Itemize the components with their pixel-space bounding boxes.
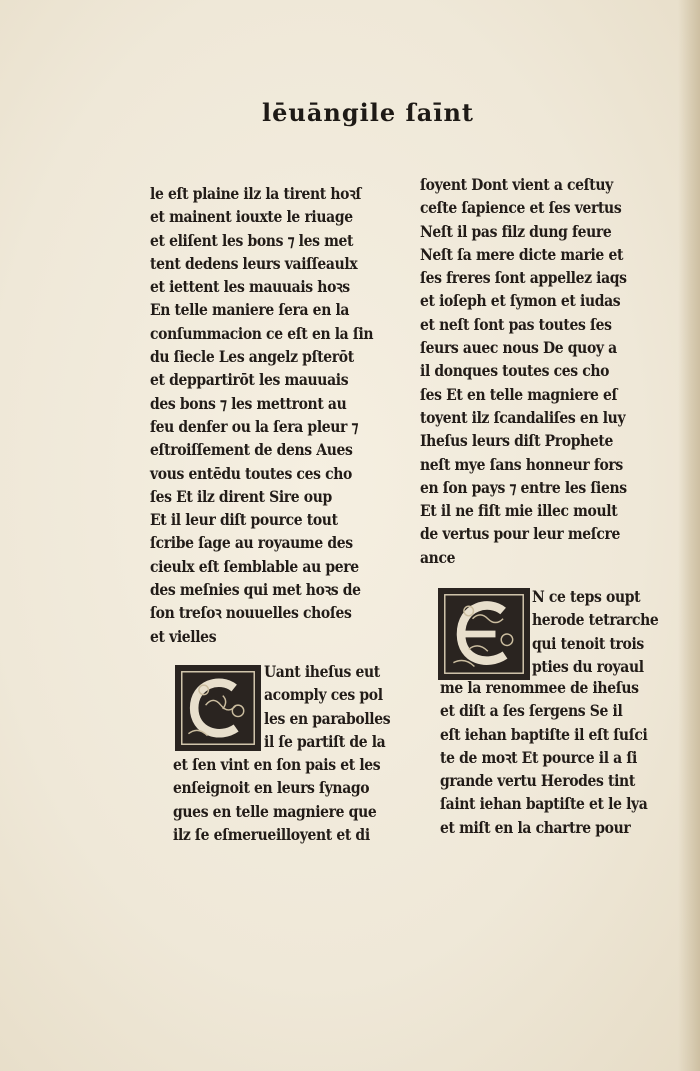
decorated-initial-icon (438, 588, 530, 680)
right-column-text-continued (440, 676, 665, 839)
text-line: des bons ⁊ les mettront au (150, 393, 347, 413)
text-line: et mainent iouxte le riuage (150, 207, 353, 227)
text-line: et eliſent les bons ⁊ les met (150, 230, 354, 250)
text-line: ſaint iehan baptiſte et le lya (440, 794, 648, 814)
text-line: ſoyent Dont vient a ceſtuy (420, 175, 613, 194)
text-line: et deppartirōt les mauuais (150, 370, 349, 390)
text-line: le eſt plaine ilz la tirent hoꝛſ (150, 184, 362, 203)
text-line: de vertus pour leur meſcre (420, 524, 621, 544)
running-head: lēuāngile ſaīnt (262, 98, 475, 127)
text-line: et ſen vint en ſon pais et les (173, 755, 381, 774)
text-line: me la renommee de iheſus (440, 678, 639, 697)
text-line: gues en telle magniere que (173, 801, 377, 821)
text-line: Uant iheſus eut (264, 662, 380, 681)
text-line: et iettent les mauuais hoꝛs (150, 277, 350, 297)
text-line: Neſt il pas filz dung feure (420, 221, 612, 241)
text-line: toyent ilz ſcandaliſes en luy (420, 407, 626, 427)
text-line: vous entēdu toutes ces cho (150, 463, 352, 483)
text-line: ſes Et en telle magniere eſ (420, 384, 618, 404)
right-column-text (420, 173, 660, 569)
right-column-initial-lines (532, 585, 662, 678)
text-line: ſcribe ſage au royaume des (150, 533, 353, 553)
text-line: acomply ces pol (264, 685, 383, 705)
text-line: eſtroiſſement de dens Aues (150, 440, 353, 460)
text-line: il ſe partiſt de la (264, 731, 386, 751)
text-line: ſeurs auec nous De quoy a (420, 338, 617, 358)
text-line: ſes Et ilz dirent Sire oup (150, 486, 332, 506)
text-line: et neſt ſont pas toutes ſes (420, 314, 612, 334)
text-line: des meſnies qui met hoꝛs de (150, 580, 361, 600)
text-line: pties du royaul (532, 656, 644, 676)
text-line: ance (420, 547, 456, 567)
text-line: herode tetrarche (532, 610, 659, 630)
text-line: et vielles (150, 626, 217, 646)
text-line: En telle maniere ſera en la (150, 300, 350, 320)
text-line: ilz ſe eſmerueilloyent et di (173, 824, 370, 844)
text-line: et diſt a ſes ſergens Se il (440, 701, 623, 721)
text-line: N ce teps oupt (532, 587, 641, 606)
text-line: qui tenoit trois (532, 633, 644, 653)
text-line: et ioſeph et ſymon et iudas (420, 291, 621, 311)
text-line: ceſte ſapience et ſes vertus (420, 198, 622, 218)
text-line: te de moꝛt Et pource il a ſi (440, 747, 637, 767)
page-edge-shadow (678, 0, 700, 1071)
text-line: tent dedens leurs vaiſſeaulx (150, 253, 358, 273)
text-line: Et il leur diſt pource tout (150, 510, 338, 530)
left-column-initial-lines (264, 660, 399, 753)
text-line: neſt mye ſans honneur fors (420, 454, 623, 474)
left-column-text (150, 182, 390, 648)
text-line: grande vertu Herodes tint (440, 771, 635, 791)
text-line: les en parabolles (264, 708, 391, 728)
text-line: ſes freres ſont appellez iaqs (420, 268, 627, 288)
left-column-text-continued (173, 753, 398, 846)
text-line: du ſiecle Les angelz pſterōt (150, 347, 354, 367)
text-line: enſeignoit en leurs ſynago (173, 778, 370, 798)
text-line: ſon treſoꝛ nouuelles choſes (150, 603, 352, 623)
text-line: conſummacion ce eſt en la ſin (150, 323, 374, 343)
text-line: cieulx eſt ſemblable au pere (150, 556, 359, 576)
text-line: feu denfer ou la ſera pleur ⁊ (150, 416, 359, 436)
text-line: Iheſus leurs diſt Prophete (420, 431, 614, 451)
text-line: et miſt en la chartre pour (440, 817, 631, 837)
text-line: Neſt ſa mere dicte marie et (420, 244, 624, 264)
decorated-initial-icon (175, 665, 261, 751)
text-line: il donques toutes ces cho (420, 361, 610, 381)
text-line: eſt iehan baptiſte il eſt ſuſci (440, 724, 648, 744)
text-line: en ſon pays ⁊ entre les ſiens (420, 477, 627, 497)
text-line: Et il ne fiſt mie illec moult (420, 501, 618, 521)
